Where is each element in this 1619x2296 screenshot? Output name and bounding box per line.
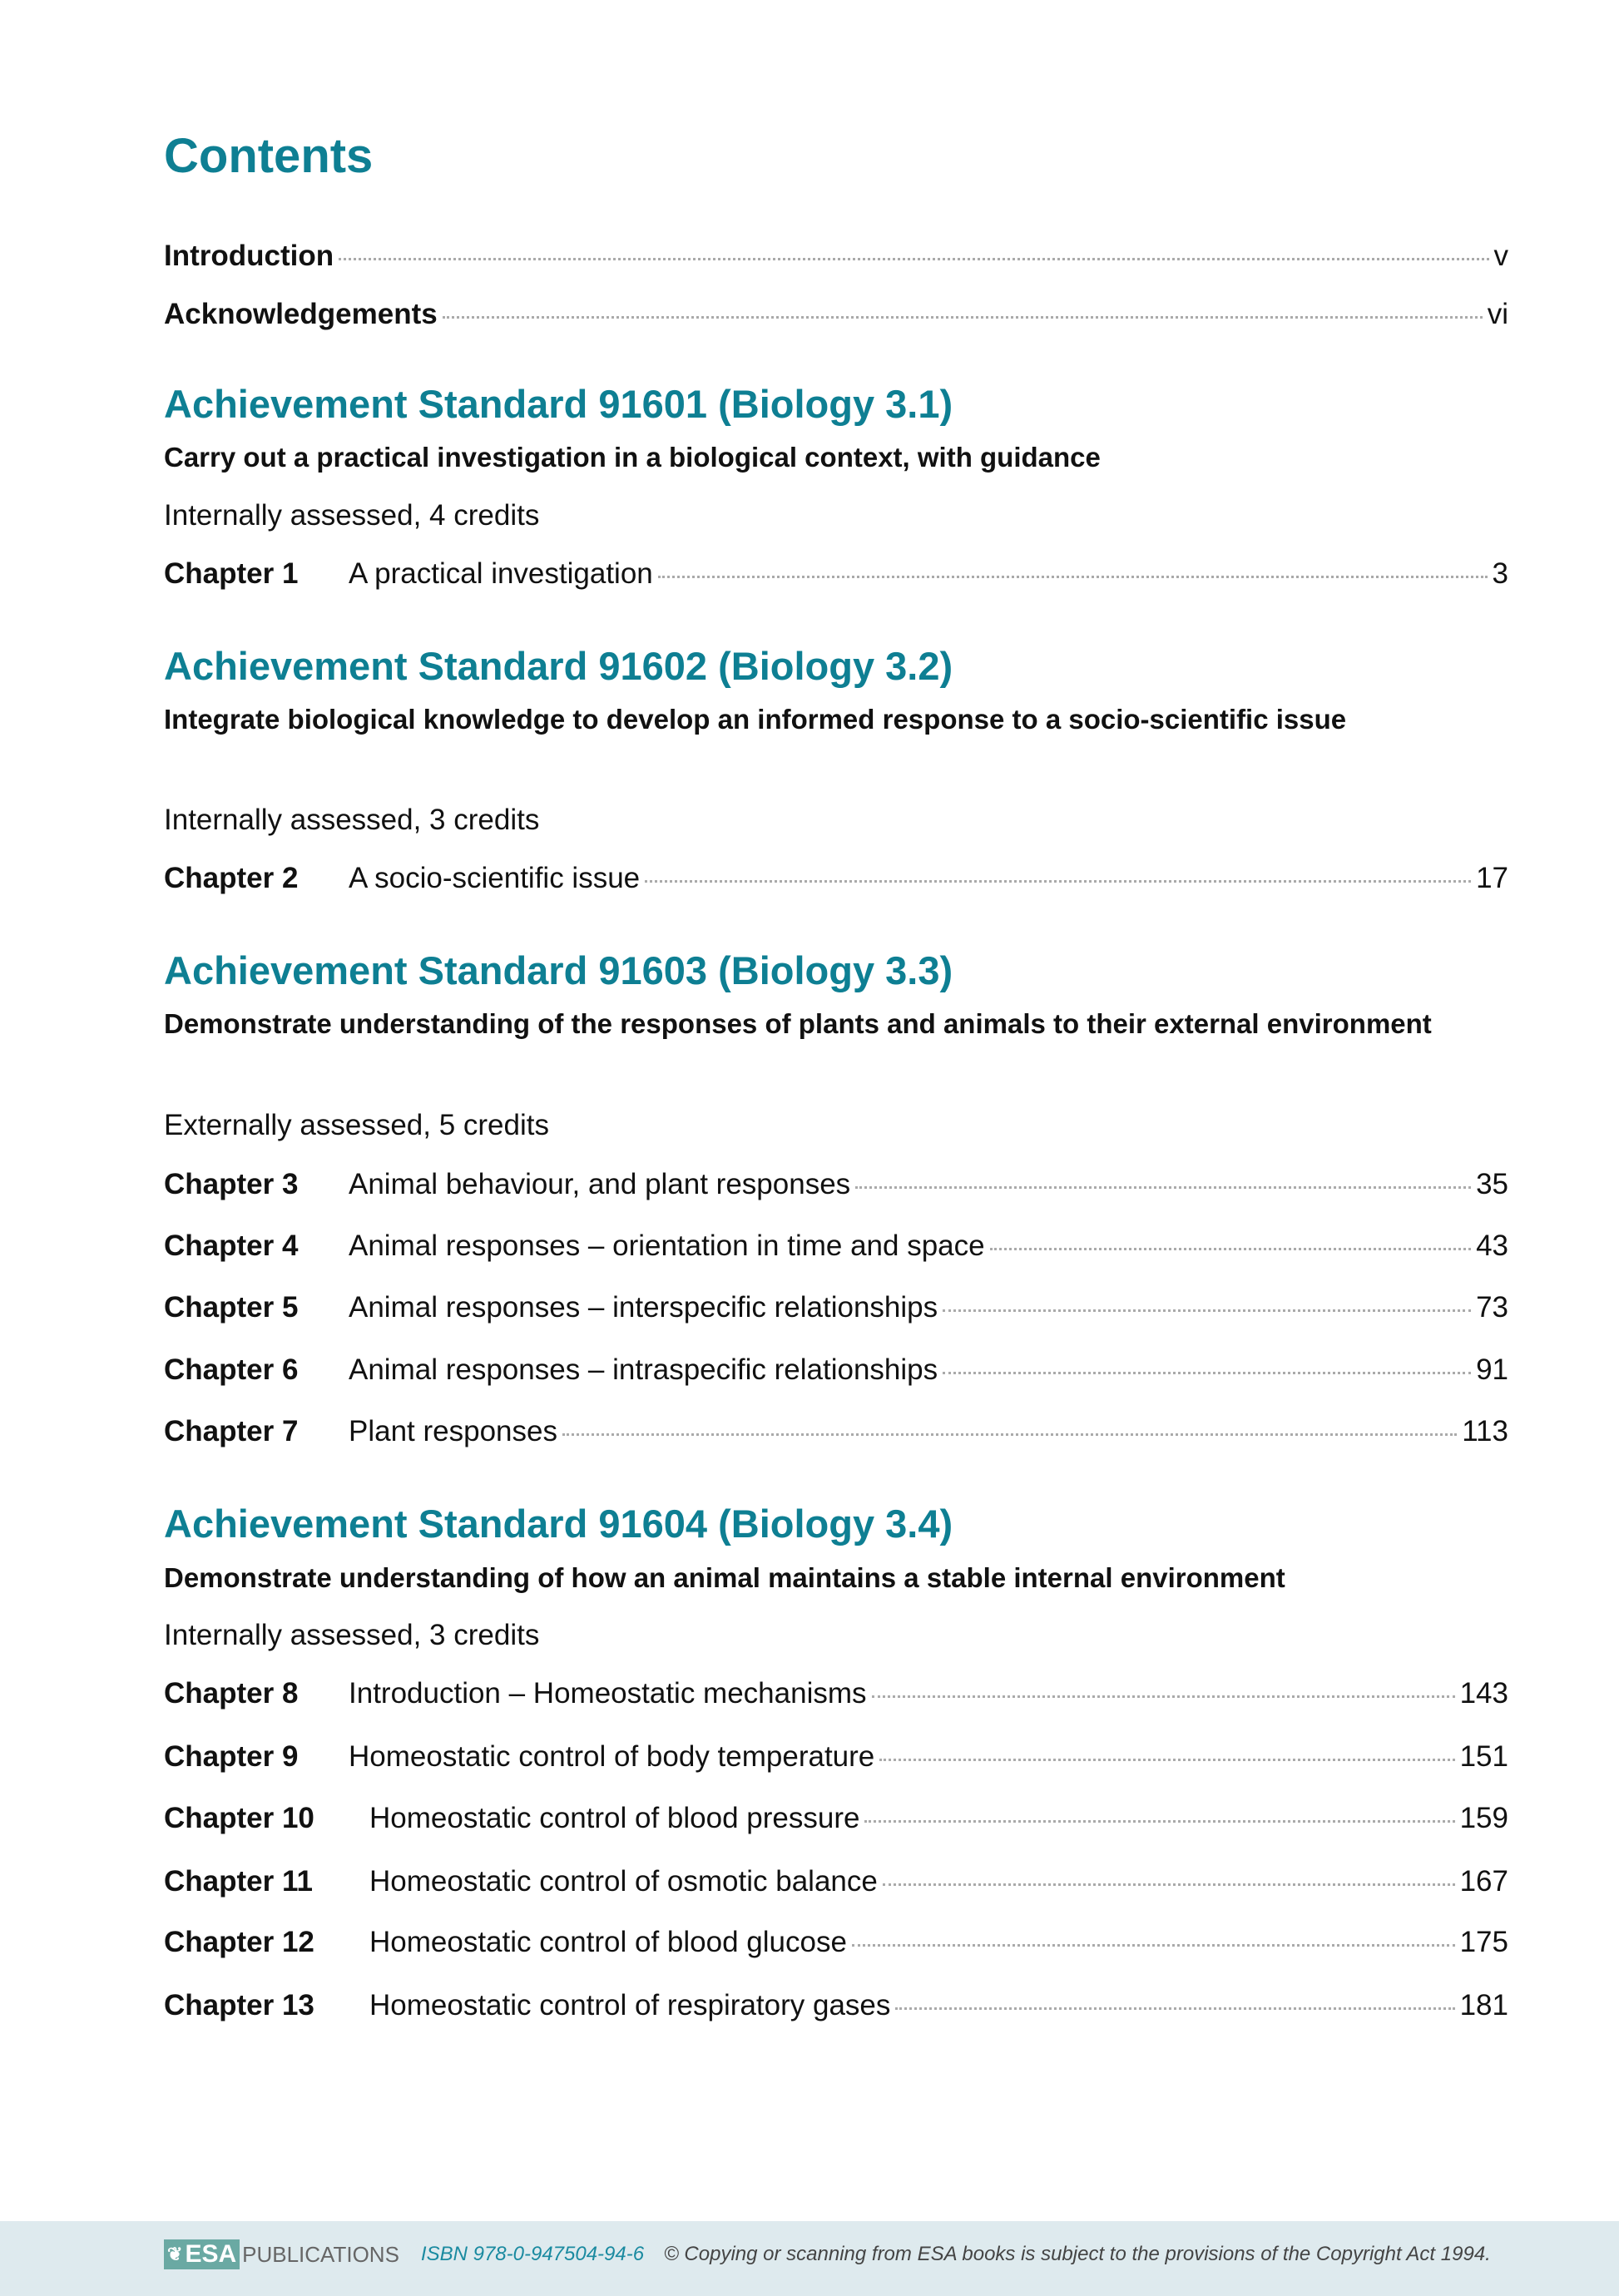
toc-entry-chapter-6[interactable]	[164, 1349, 1508, 1391]
dot-leader	[658, 576, 1488, 578]
dot-leader	[883, 1883, 1455, 1886]
copyright-notice: © Copying or scanning from ESA books is subject to the provisions of the Copyright Act 1994.	[664, 2243, 1491, 2265]
chapter-label: Chapter 12	[164, 1926, 314, 1958]
toc-entry-chapter-4[interactable]	[164, 1225, 1508, 1267]
dot-leader	[879, 1759, 1454, 1761]
page-number: v	[1493, 240, 1508, 272]
toc-entry-chapter-11[interactable]	[164, 1861, 1508, 1903]
page-number: 167	[1459, 1865, 1508, 1898]
page-number: 181	[1459, 1989, 1508, 2021]
page-number: 73	[1476, 1291, 1508, 1324]
dot-leader	[872, 1695, 1455, 1698]
chapter-label: Chapter 3	[164, 1168, 299, 1200]
chapter-title: Homeostatic control of blood glucose	[369, 1926, 847, 1958]
chapter-title: Animal responses – intraspecific relationships	[349, 1353, 938, 1386]
chapter-label: Chapter 7	[164, 1415, 299, 1447]
assessment-info: Internally assessed, 3 credits	[164, 804, 540, 836]
dot-leader	[645, 880, 1471, 883]
chapter-title: Plant responses	[349, 1415, 557, 1447]
chapter-label: Chapter 11	[164, 1865, 313, 1898]
chapter-label: Chapter 9	[164, 1740, 299, 1773]
toc-entry-chapter-13[interactable]	[164, 1985, 1508, 2026]
chapter-title: Animal responses – interspecific relationships	[349, 1291, 938, 1324]
chapter-title: Homeostatic control of body temperature	[349, 1740, 875, 1773]
chapter-label: Chapter 4	[164, 1230, 299, 1262]
toc-entry-chapter-10[interactable]	[164, 1798, 1508, 1839]
toc-entry-chapter-5[interactable]	[164, 1287, 1508, 1329]
dot-leader	[943, 1309, 1471, 1312]
chapter-title: Homeostatic control of blood pressure	[369, 1802, 860, 1834]
chapter-title: Animal behaviour, and plant responses	[349, 1168, 851, 1200]
page-number: 175	[1459, 1926, 1508, 1958]
dot-leader	[339, 258, 1488, 260]
toc-entry-chapter-9[interactable]	[164, 1736, 1508, 1778]
chapter-label: Chapter 8	[164, 1677, 299, 1710]
toc-entry-chapter-1[interactable]	[164, 553, 1508, 595]
page-number: 35	[1476, 1168, 1508, 1200]
chapter-title: Homeostatic control of respiratory gases	[369, 1989, 891, 2021]
page-number: 91	[1476, 1353, 1508, 1386]
page-number: 151	[1459, 1740, 1508, 1773]
dot-leader	[852, 1944, 1455, 1947]
standard-heading: Achievement Standard 91604 (Biology 3.4)	[164, 1502, 953, 1546]
toc-entry-introduction[interactable]	[164, 235, 1508, 277]
standard-heading: Achievement Standard 91602 (Biology 3.2)	[164, 644, 953, 688]
page-number: 43	[1476, 1230, 1508, 1262]
toc-entry-acknowledgements[interactable]	[164, 294, 1508, 335]
dot-leader	[443, 316, 1483, 319]
assessment-info: Externally assessed, 5 credits	[164, 1109, 549, 1141]
leaf-icon: ❦	[167, 2244, 183, 2264]
standard-description: Demonstrate understanding of how an animal maintains a stable internal environment	[164, 1562, 1285, 1593]
dot-leader	[895, 2007, 1454, 2010]
chapter-title: Introduction – Homeostatic mechanisms	[349, 1677, 867, 1710]
chapter-title: Homeostatic control of osmotic balance	[369, 1865, 878, 1898]
chapter-label: Chapter 6	[164, 1353, 299, 1386]
dot-leader	[990, 1248, 1471, 1250]
toc-entry-chapter-3[interactable]	[164, 1164, 1508, 1205]
page-number: 113	[1462, 1415, 1508, 1447]
chapter-title: A socio-scientific issue	[349, 862, 641, 894]
chapter-label: Chapter 13	[164, 1989, 314, 2021]
page-number: vi	[1487, 298, 1508, 330]
dot-leader	[562, 1433, 1457, 1436]
chapter-label: Chapter 5	[164, 1291, 299, 1324]
toc-entry-chapter-12[interactable]	[164, 1922, 1508, 1963]
chapter-label: Chapter 10	[164, 1802, 314, 1834]
assessment-info: Internally assessed, 4 credits	[164, 499, 540, 532]
standard-heading: Achievement Standard 91603 (Biology 3.3)	[164, 948, 953, 992]
dot-leader	[855, 1186, 1471, 1189]
assessment-info: Internally assessed, 3 credits	[164, 1619, 540, 1651]
standard-description: Integrate biological knowledge to develop an informed response to a socio-scientific issue	[164, 704, 1347, 735]
standard-description: Carry out a practical investigation in a biological context, with guidance	[164, 442, 1101, 473]
logo-text: ESA	[185, 2240, 237, 2268]
page-number: 3	[1492, 557, 1508, 590]
toc-entry-chapter-8[interactable]	[164, 1673, 1508, 1715]
page-number: 143	[1459, 1677, 1508, 1710]
isbn: ISBN 978-0-947504-94-6	[420, 2243, 645, 2265]
publisher-name: PUBLICATIONS	[242, 2241, 399, 2267]
chapter-label: Chapter 1	[164, 557, 299, 590]
toc-entry-chapter-7[interactable]	[164, 1411, 1508, 1452]
page-number: 17	[1476, 862, 1508, 894]
dot-leader	[943, 1372, 1471, 1374]
page-title: Contents	[164, 129, 374, 183]
chapter-label: Chapter 2	[164, 862, 299, 894]
chapter-title: Animal responses – orientation in time and space	[349, 1230, 985, 1262]
dot-leader	[864, 1820, 1454, 1823]
entry-label: Acknowledgements	[164, 298, 438, 330]
toc-entry-chapter-2[interactable]	[164, 858, 1508, 899]
standard-heading: Achievement Standard 91601 (Biology 3.1)	[164, 382, 953, 426]
standard-description: Demonstrate understanding of the responses of plants and animals to their external environment	[164, 1008, 1432, 1039]
page-number: 159	[1459, 1802, 1508, 1834]
esa-logo	[164, 2239, 240, 2269]
entry-label: Introduction	[164, 240, 334, 272]
chapter-title: A practical investigation	[349, 557, 653, 590]
footer	[0, 2221, 1619, 2296]
